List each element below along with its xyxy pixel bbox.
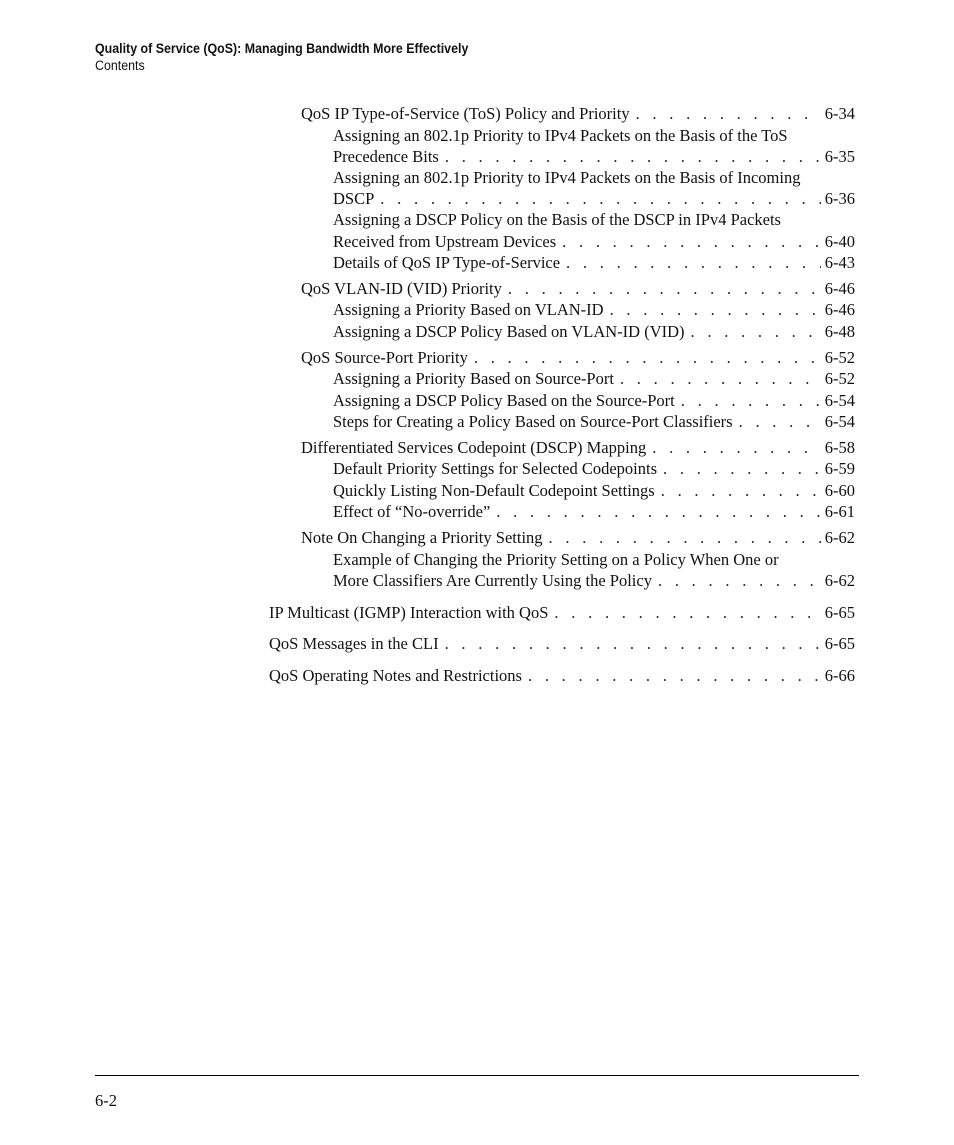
toc-entry[interactable] (301, 347, 855, 368)
toc-entry-title-line[interactable]: Assigning an 802.1p Priority to IPv4 Packets on the Basis of the ToS (333, 126, 788, 145)
toc-leader-dots (661, 480, 821, 501)
toc-leader-dots (508, 278, 821, 299)
toc-entry-page: 6-40 (824, 232, 855, 251)
toc-entry-title: Details of QoS IP Type-of-Service (333, 253, 561, 272)
toc-leader-dots (549, 527, 821, 548)
toc-entry-title: IP Multicast (IGMP) Interaction with QoS (269, 603, 549, 622)
toc-entry-title: QoS Source-Port Priority (301, 348, 468, 367)
toc-entry-title: Default Priority Settings for Selected Codepoints (333, 459, 657, 478)
toc-leader-dots (474, 347, 821, 368)
toc-leader-dots (528, 665, 821, 686)
toc-leader-dots (496, 501, 820, 522)
toc-entry-title: More Classifiers Are Currently Using the Policy (333, 571, 652, 590)
toc-entry[interactable] (301, 103, 855, 124)
toc-entry-page: 6-48 (824, 322, 855, 341)
page-number: 6-2 (95, 1091, 117, 1110)
footer-rule (95, 1075, 859, 1076)
toc-leader-dots (380, 188, 820, 209)
toc-entry[interactable] (333, 299, 855, 320)
toc-entry[interactable] (333, 146, 855, 167)
toc-entry[interactable] (333, 368, 855, 389)
toc-entry-title: QoS Operating Notes and Restrictions (269, 666, 522, 685)
toc-entry-page: 6-52 (824, 348, 855, 367)
toc-entry[interactable] (333, 390, 855, 411)
toc-leader-dots (636, 103, 821, 124)
toc-entry-page: 6-66 (824, 666, 855, 685)
toc-leader-dots (652, 437, 821, 458)
toc-entry-title: Note On Changing a Priority Setting (301, 528, 543, 547)
toc-entry-page: 6-58 (824, 438, 855, 457)
toc-entry-page: 6-46 (824, 279, 855, 298)
toc-entry[interactable] (333, 501, 855, 522)
toc-entry-page: 6-36 (824, 189, 855, 208)
toc-entry-title: Steps for Creating a Policy Based on Source-Port Classifiers (333, 412, 733, 431)
toc-entry-page: 6-46 (824, 300, 855, 319)
toc-entry-page: 6-62 (824, 571, 855, 590)
toc-leader-dots (562, 231, 821, 252)
toc-entry[interactable] (333, 231, 855, 252)
toc-entry-title: QoS Messages in the CLI (269, 634, 439, 653)
toc-entry[interactable] (333, 570, 855, 591)
toc-leader-dots (620, 368, 821, 389)
toc-entry-page: 6-43 (824, 253, 855, 272)
toc-entry-page: 6-54 (824, 412, 855, 431)
toc-leader-dots (663, 458, 821, 479)
toc-leader-dots (739, 411, 821, 432)
toc-entry-page: 6-62 (824, 528, 855, 547)
toc-entry-title: Differentiated Services Codepoint (DSCP) Mapping (301, 438, 647, 457)
toc-leader-dots (566, 252, 821, 273)
toc-entry[interactable] (269, 633, 855, 654)
toc-leader-dots (445, 146, 821, 167)
toc-entry[interactable] (333, 321, 855, 342)
toc-entry[interactable] (333, 480, 855, 501)
toc-entry-title-line[interactable]: Assigning an 802.1p Priority to IPv4 Packets on the Basis of Incoming (333, 168, 801, 187)
toc-entry-title: Precedence Bits (333, 147, 439, 166)
toc-entry[interactable] (301, 527, 855, 548)
toc-entry-page: 6-65 (824, 634, 855, 653)
toc-entry-title: Received from Upstream Devices (333, 232, 557, 251)
header-title: Quality of Service (QoS): Managing Bandwidth More Effectively (95, 41, 469, 56)
toc-entry[interactable] (333, 188, 855, 209)
toc-entry[interactable] (333, 411, 855, 432)
running-header (95, 40, 501, 74)
toc-entry-page: 6-59 (824, 459, 855, 478)
toc-entry-title-line[interactable]: Example of Changing the Priority Setting on a Policy When One or (333, 550, 779, 569)
toc-leader-dots (610, 299, 821, 320)
toc-leader-dots (681, 390, 821, 411)
toc-entry-title: Effect of “No-override” (333, 502, 491, 521)
toc-entry-page: 6-35 (824, 147, 855, 166)
toc-entry[interactable] (269, 602, 855, 623)
toc-entry-title: QoS IP Type-of-Service (ToS) Policy and Priority (301, 104, 630, 123)
toc-entry-title: QoS VLAN-ID (VID) Priority (301, 279, 502, 298)
toc-entry-page: 6-65 (824, 603, 855, 622)
toc-entry[interactable] (333, 252, 855, 273)
toc-entry-title: Assigning a DSCP Policy Based on the Source-Port (333, 391, 675, 410)
toc-entry[interactable] (301, 278, 855, 299)
toc-entry-page: 6-61 (824, 502, 855, 521)
toc-entry-page: 6-52 (824, 369, 855, 388)
toc-entry[interactable] (333, 458, 855, 479)
toc-leader-dots (691, 321, 821, 342)
header-subtitle: Contents (95, 58, 145, 73)
toc-entry-page: 6-60 (824, 481, 855, 500)
toc-entry-page: 6-54 (824, 391, 855, 410)
toc-entry-page: 6-34 (824, 104, 855, 123)
toc-entry-title: Assigning a Priority Based on VLAN-ID (333, 300, 604, 319)
toc-entry-title: Assigning a DSCP Policy Based on VLAN-ID (VID) (333, 322, 685, 341)
toc-leader-dots (445, 633, 821, 654)
toc-leader-dots (554, 602, 820, 623)
toc-leader-dots (658, 570, 821, 591)
toc-entry-title: Assigning a Priority Based on Source-Port (333, 369, 614, 388)
toc-entry[interactable] (301, 437, 855, 458)
toc-entry-title: Quickly Listing Non-Default Codepoint Settings (333, 481, 655, 500)
toc-entry[interactable] (269, 665, 855, 686)
toc-entry-title-line[interactable]: Assigning a DSCP Policy on the Basis of the DSCP in IPv4 Packets (333, 210, 781, 229)
toc-entry-title: DSCP (333, 189, 375, 208)
